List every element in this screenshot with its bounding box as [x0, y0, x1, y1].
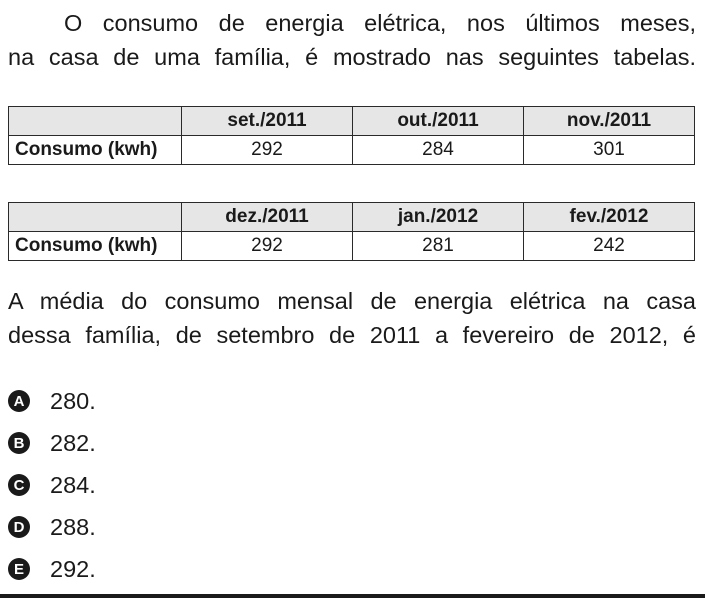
option-letter-e-icon: E: [8, 558, 30, 580]
answer-option-e[interactable]: [8, 548, 96, 590]
table-corner-cell: [9, 203, 182, 232]
consumption-value: 292: [182, 232, 353, 261]
month-header: out./2011: [353, 107, 524, 136]
row-label: Consumo (kwh): [9, 136, 182, 165]
bottom-divider: [0, 594, 705, 598]
answer-option-a[interactable]: [8, 380, 96, 422]
consumption-table-1: [8, 106, 695, 165]
question-line-1: A média do consumo mensal de energia elétrica na casa: [8, 288, 696, 314]
consumption-value: 281: [353, 232, 524, 261]
row-label: Consumo (kwh): [9, 232, 182, 261]
answer-option-c[interactable]: [8, 464, 96, 506]
month-header: jan./2012: [353, 203, 524, 232]
consumption-value: 284: [353, 136, 524, 165]
option-letter-c-icon: C: [8, 474, 30, 496]
table-header-row: [9, 203, 695, 232]
month-header: fev./2012: [524, 203, 695, 232]
option-text: 288.: [50, 513, 96, 540]
table-corner-cell: [9, 107, 182, 136]
answer-options: [8, 380, 96, 590]
month-header: dez./2011: [182, 203, 353, 232]
question-line-2: dessa família, de setembro de 2011 a fevereiro de 2012, é: [8, 322, 696, 348]
option-letter-b-icon: B: [8, 432, 30, 454]
table-row: [9, 136, 695, 165]
table-header-row: [9, 107, 695, 136]
month-header: nov./2011: [524, 107, 695, 136]
table-row: [9, 232, 695, 261]
answer-option-b[interactable]: [8, 422, 96, 464]
option-text: 292.: [50, 555, 96, 582]
intro-line-2: na casa de uma família, é mostrado nas seguintes tabelas.: [8, 44, 696, 70]
consumption-value: 242: [524, 232, 695, 261]
option-letter-d-icon: D: [8, 516, 30, 538]
answer-option-d[interactable]: [8, 506, 96, 548]
option-letter-a-icon: A: [8, 390, 30, 412]
question-text: [8, 284, 696, 352]
option-text: 280.: [50, 387, 96, 414]
consumption-value: 292: [182, 136, 353, 165]
month-header: set./2011: [182, 107, 353, 136]
option-text: 284.: [50, 471, 96, 498]
option-text: 282.: [50, 429, 96, 456]
consumption-value: 301: [524, 136, 695, 165]
consumption-table-2: [8, 202, 695, 261]
intro-text: [8, 6, 696, 74]
intro-line-1: O consumo de energia elétrica, nos últimos meses,: [64, 10, 696, 36]
